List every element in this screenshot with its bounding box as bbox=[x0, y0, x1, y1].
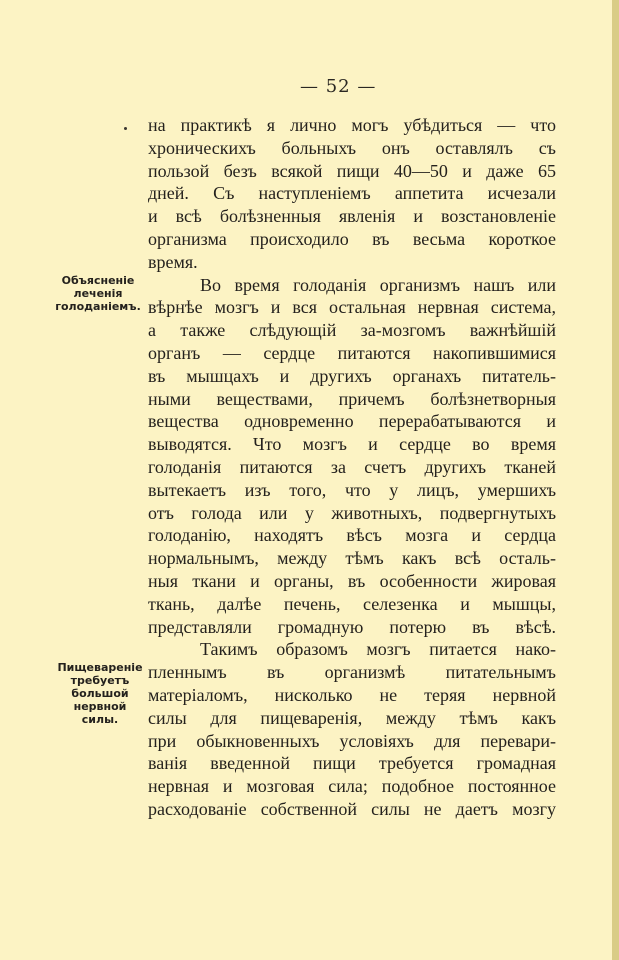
page-edge-shadow bbox=[612, 0, 619, 960]
text-line: вѣрнѣе мозгъ и вся остальная нервная система, bbox=[148, 297, 556, 318]
text-line: ныя ткани и органы, въ особенности жировая bbox=[148, 570, 556, 591]
text-line: матеріаломъ, нисколько не теряя нервной bbox=[148, 684, 556, 705]
text-line: пользой безъ всякой пищи 40—50 и даже 65 bbox=[148, 160, 556, 181]
text-line: организма происходило въ весьма короткое bbox=[148, 228, 556, 249]
margin-note-digestion bbox=[52, 661, 148, 726]
text-line: силы для пищеваренія, между тѣмъ какъ bbox=[148, 707, 556, 728]
text-line: въ мышцахъ и другихъ органахъ питатель- bbox=[148, 365, 556, 386]
margin-note-line: требуетъ bbox=[70, 674, 130, 687]
margin-dot bbox=[124, 127, 127, 130]
text-line: отъ голода или у животныхъ, подвергнутыхъ bbox=[148, 502, 556, 523]
margin-note-line: большой bbox=[71, 687, 129, 700]
margin-note-line: силы. bbox=[81, 713, 119, 726]
text-line: нормальнымъ, между тѣмъ какъ всѣ осталь- bbox=[148, 548, 556, 569]
text-line: а также слѣдующій за-мозгомъ важнѣйшій bbox=[148, 320, 556, 341]
text-line: время. bbox=[148, 251, 198, 272]
text-line: расходованіе собственной силы не даетъ мозгу bbox=[148, 798, 556, 819]
margin-note-fasting-explanation bbox=[50, 274, 146, 313]
text-line: дней. Съ наступленіемъ аппетита исчезали bbox=[148, 183, 556, 204]
text-line: органъ — сердце питаются накопившимися bbox=[148, 342, 556, 363]
text-line: Такимъ образомъ мозгъ питается нако- bbox=[200, 639, 556, 660]
text-line: выводятся. Что мозгъ и сердце во время bbox=[148, 434, 556, 455]
margin-note-line: голоданіемъ. bbox=[55, 300, 141, 313]
text-line: ткань, далѣе печень, селезенка и мышцы, bbox=[148, 593, 556, 614]
text-line: голоданію, находятъ вѣсъ мозга и сердца bbox=[148, 525, 556, 546]
text-line: и всѣ болѣзненныя явленія и возстановленіе bbox=[148, 206, 556, 227]
text-line: ными веществами, причемъ болѣзнетворныя bbox=[148, 388, 556, 409]
text-line: Во время голоданія организмъ нашъ или bbox=[200, 274, 556, 295]
margin-note-line: леченія bbox=[73, 287, 123, 300]
text-line: пленнымъ въ организмѣ питательнымъ bbox=[148, 662, 556, 683]
text-line: хроническихъ больныхъ онъ оставлялъ съ bbox=[148, 137, 556, 158]
margin-note-line: Пищевареніе bbox=[57, 661, 143, 674]
margin-note-line: Объясненіе bbox=[61, 274, 135, 287]
text-line: вытекаетъ изъ того, что у лицъ, умершихъ bbox=[148, 479, 556, 500]
page-number: — 52 — bbox=[300, 76, 377, 97]
text-line: на практикѣ я лично могъ убѣдиться — что bbox=[148, 115, 556, 135]
text-line: при обыкновенныхъ условіяхъ для перевари- bbox=[148, 730, 556, 751]
text-line: нервная и мозговая сила; подобное постоянное bbox=[148, 776, 556, 797]
text-line: ванія введенной пищи требуется громадная bbox=[148, 753, 556, 774]
body-text bbox=[148, 114, 556, 821]
text-line: голоданія питаются за счетъ другихъ тканей bbox=[148, 456, 556, 477]
margin-note-line: нервной bbox=[73, 700, 127, 713]
text-line: вещества одновременно перерабатываются и bbox=[148, 411, 556, 432]
text-line: представляли громадную потерю въ вѣсѣ. bbox=[148, 616, 556, 637]
